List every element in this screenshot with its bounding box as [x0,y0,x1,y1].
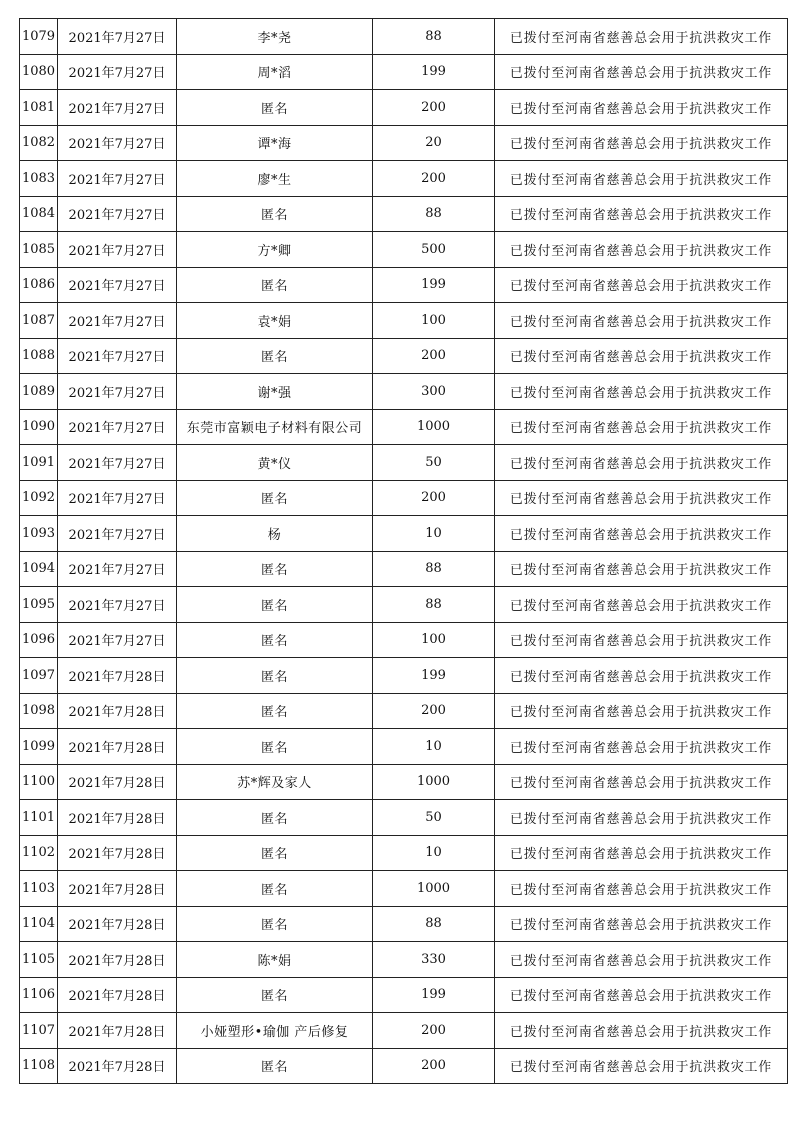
donor-name-cell: 谢*强 [177,374,373,410]
donor-name-cell: 方*卿 [177,232,373,268]
serial-number-cell: 1108 [20,1048,58,1084]
serial-number-cell: 1104 [20,906,58,942]
amount-cell: 330 [373,942,495,978]
note-cell: 已拨付至河南省慈善总会用于抗洪救灾工作 [495,835,788,871]
note-cell: 已拨付至河南省慈善总会用于抗洪救灾工作 [495,587,788,623]
serial-number-cell: 1080 [20,54,58,90]
donor-name-cell: 廖*生 [177,161,373,197]
serial-number-cell: 1102 [20,835,58,871]
note-cell: 已拨付至河南省慈善总会用于抗洪救灾工作 [495,303,788,339]
date-cell: 2021年7月28日 [58,800,177,836]
donor-name-cell: 匿名 [177,90,373,126]
date-cell: 2021年7月28日 [58,906,177,942]
table-row [20,871,788,907]
table-row [20,445,788,481]
note-cell: 已拨付至河南省慈善总会用于抗洪救灾工作 [495,232,788,268]
date-cell: 2021年7月28日 [58,1013,177,1049]
serial-number-cell: 1105 [20,942,58,978]
amount-cell: 200 [373,338,495,374]
amount-cell: 1000 [373,764,495,800]
serial-number-cell: 1091 [20,445,58,481]
date-cell: 2021年7月27日 [58,232,177,268]
donor-name-cell: 匿名 [177,587,373,623]
table-row [20,338,788,374]
note-cell: 已拨付至河南省慈善总会用于抗洪救灾工作 [495,977,788,1013]
amount-cell: 88 [373,587,495,623]
date-cell: 2021年7月28日 [58,658,177,694]
serial-number-cell: 1107 [20,1013,58,1049]
date-cell: 2021年7月27日 [58,54,177,90]
date-cell: 2021年7月27日 [58,551,177,587]
amount-cell: 200 [373,1013,495,1049]
donor-name-cell: 匿名 [177,196,373,232]
donor-name-cell: 匿名 [177,800,373,836]
donor-name-cell: 匿名 [177,622,373,658]
donor-name-cell: 陈*娟 [177,942,373,978]
serial-number-cell: 1095 [20,587,58,623]
note-cell: 已拨付至河南省慈善总会用于抗洪救灾工作 [495,516,788,552]
donor-name-cell: 匿名 [177,658,373,694]
donor-name-cell: 袁*娟 [177,303,373,339]
date-cell: 2021年7月27日 [58,267,177,303]
amount-cell: 100 [373,622,495,658]
date-cell: 2021年7月27日 [58,587,177,623]
serial-number-cell: 1079 [20,19,58,55]
table-row [20,1013,788,1049]
note-cell: 已拨付至河南省慈善总会用于抗洪救灾工作 [495,54,788,90]
date-cell: 2021年7月28日 [58,729,177,765]
serial-number-cell: 1101 [20,800,58,836]
table-body [20,19,788,1084]
table-row [20,800,788,836]
amount-cell: 88 [373,196,495,232]
date-cell: 2021年7月27日 [58,480,177,516]
donor-name-cell: 苏*辉及家人 [177,764,373,800]
donation-table [19,18,788,1084]
serial-number-cell: 1085 [20,232,58,268]
note-cell: 已拨付至河南省慈善总会用于抗洪救灾工作 [495,19,788,55]
table-row [20,906,788,942]
note-cell: 已拨付至河南省慈善总会用于抗洪救灾工作 [495,658,788,694]
table-row [20,90,788,126]
serial-number-cell: 1081 [20,90,58,126]
date-cell: 2021年7月27日 [58,196,177,232]
serial-number-cell: 1083 [20,161,58,197]
donor-name-cell: 周*滔 [177,54,373,90]
table-row [20,977,788,1013]
donor-name-cell: 东莞市富颖电子材料有限公司 [177,409,373,445]
note-cell: 已拨付至河南省慈善总会用于抗洪救灾工作 [495,267,788,303]
donor-name-cell: 匿名 [177,906,373,942]
serial-number-cell: 1093 [20,516,58,552]
amount-cell: 200 [373,480,495,516]
date-cell: 2021年7月28日 [58,693,177,729]
donor-name-cell: 小娅塑形•瑜伽 产后修复 [177,1013,373,1049]
table-row [20,516,788,552]
amount-cell: 199 [373,658,495,694]
donor-name-cell: 匿名 [177,1048,373,1084]
note-cell: 已拨付至河南省慈善总会用于抗洪救灾工作 [495,480,788,516]
donor-name-cell: 匿名 [177,267,373,303]
amount-cell: 200 [373,90,495,126]
note-cell: 已拨付至河南省慈善总会用于抗洪救灾工作 [495,125,788,161]
donor-name-cell: 匿名 [177,338,373,374]
amount-cell: 88 [373,19,495,55]
date-cell: 2021年7月27日 [58,445,177,481]
date-cell: 2021年7月27日 [58,303,177,339]
note-cell: 已拨付至河南省慈善总会用于抗洪救灾工作 [495,90,788,126]
serial-number-cell: 1098 [20,693,58,729]
amount-cell: 300 [373,374,495,410]
serial-number-cell: 1088 [20,338,58,374]
serial-number-cell: 1097 [20,658,58,694]
date-cell: 2021年7月28日 [58,871,177,907]
amount-cell: 100 [373,303,495,339]
note-cell: 已拨付至河南省慈善总会用于抗洪救灾工作 [495,374,788,410]
serial-number-cell: 1090 [20,409,58,445]
serial-number-cell: 1082 [20,125,58,161]
table-row [20,1048,788,1084]
table-row [20,658,788,694]
table-row [20,232,788,268]
amount-cell: 50 [373,800,495,836]
donor-name-cell: 谭*海 [177,125,373,161]
note-cell: 已拨付至河南省慈善总会用于抗洪救灾工作 [495,1048,788,1084]
table-row [20,409,788,445]
table-row [20,196,788,232]
amount-cell: 200 [373,1048,495,1084]
date-cell: 2021年7月27日 [58,622,177,658]
note-cell: 已拨付至河南省慈善总会用于抗洪救灾工作 [495,906,788,942]
amount-cell: 20 [373,125,495,161]
table-row [20,942,788,978]
serial-number-cell: 1094 [20,551,58,587]
amount-cell: 199 [373,977,495,1013]
date-cell: 2021年7月27日 [58,409,177,445]
table-row [20,19,788,55]
amount-cell: 1000 [373,409,495,445]
table-row [20,161,788,197]
donor-name-cell: 匿名 [177,693,373,729]
amount-cell: 88 [373,551,495,587]
note-cell: 已拨付至河南省慈善总会用于抗洪救灾工作 [495,729,788,765]
serial-number-cell: 1092 [20,480,58,516]
serial-number-cell: 1086 [20,267,58,303]
note-cell: 已拨付至河南省慈善总会用于抗洪救灾工作 [495,622,788,658]
amount-cell: 10 [373,729,495,765]
donor-name-cell: 匿名 [177,480,373,516]
donor-name-cell: 黄*仪 [177,445,373,481]
table-row [20,551,788,587]
serial-number-cell: 1106 [20,977,58,1013]
amount-cell: 1000 [373,871,495,907]
table-row [20,54,788,90]
donor-name-cell: 匿名 [177,871,373,907]
note-cell: 已拨付至河南省慈善总会用于抗洪救灾工作 [495,338,788,374]
amount-cell: 500 [373,232,495,268]
note-cell: 已拨付至河南省慈善总会用于抗洪救灾工作 [495,800,788,836]
table-row [20,303,788,339]
date-cell: 2021年7月28日 [58,942,177,978]
serial-number-cell: 1103 [20,871,58,907]
note-cell: 已拨付至河南省慈善总会用于抗洪救灾工作 [495,445,788,481]
table-row [20,374,788,410]
date-cell: 2021年7月28日 [58,764,177,800]
note-cell: 已拨付至河南省慈善总会用于抗洪救灾工作 [495,409,788,445]
donor-name-cell: 匿名 [177,835,373,871]
table-row [20,622,788,658]
amount-cell: 200 [373,161,495,197]
date-cell: 2021年7月27日 [58,161,177,197]
date-cell: 2021年7月27日 [58,90,177,126]
amount-cell: 200 [373,693,495,729]
note-cell: 已拨付至河南省慈善总会用于抗洪救灾工作 [495,942,788,978]
amount-cell: 199 [373,54,495,90]
amount-cell: 199 [373,267,495,303]
date-cell: 2021年7月28日 [58,977,177,1013]
table-row [20,587,788,623]
donor-name-cell: 匿名 [177,551,373,587]
date-cell: 2021年7月27日 [58,374,177,410]
note-cell: 已拨付至河南省慈善总会用于抗洪救灾工作 [495,764,788,800]
note-cell: 已拨付至河南省慈善总会用于抗洪救灾工作 [495,693,788,729]
amount-cell: 50 [373,445,495,481]
date-cell: 2021年7月28日 [58,1048,177,1084]
donor-name-cell: 杨 [177,516,373,552]
serial-number-cell: 1096 [20,622,58,658]
table-row [20,835,788,871]
date-cell: 2021年7月27日 [58,516,177,552]
donor-name-cell: 李*尧 [177,19,373,55]
table-row [20,480,788,516]
serial-number-cell: 1087 [20,303,58,339]
table-row [20,693,788,729]
note-cell: 已拨付至河南省慈善总会用于抗洪救灾工作 [495,161,788,197]
note-cell: 已拨付至河南省慈善总会用于抗洪救灾工作 [495,551,788,587]
serial-number-cell: 1089 [20,374,58,410]
table-row [20,125,788,161]
table-row [20,764,788,800]
amount-cell: 88 [373,906,495,942]
date-cell: 2021年7月28日 [58,835,177,871]
serial-number-cell: 1100 [20,764,58,800]
date-cell: 2021年7月27日 [58,19,177,55]
donor-name-cell: 匿名 [177,729,373,765]
donor-name-cell: 匿名 [177,977,373,1013]
note-cell: 已拨付至河南省慈善总会用于抗洪救灾工作 [495,196,788,232]
date-cell: 2021年7月27日 [58,338,177,374]
table-row [20,729,788,765]
amount-cell: 10 [373,835,495,871]
amount-cell: 10 [373,516,495,552]
serial-number-cell: 1099 [20,729,58,765]
note-cell: 已拨付至河南省慈善总会用于抗洪救灾工作 [495,871,788,907]
serial-number-cell: 1084 [20,196,58,232]
table-row [20,267,788,303]
date-cell: 2021年7月27日 [58,125,177,161]
note-cell: 已拨付至河南省慈善总会用于抗洪救灾工作 [495,1013,788,1049]
